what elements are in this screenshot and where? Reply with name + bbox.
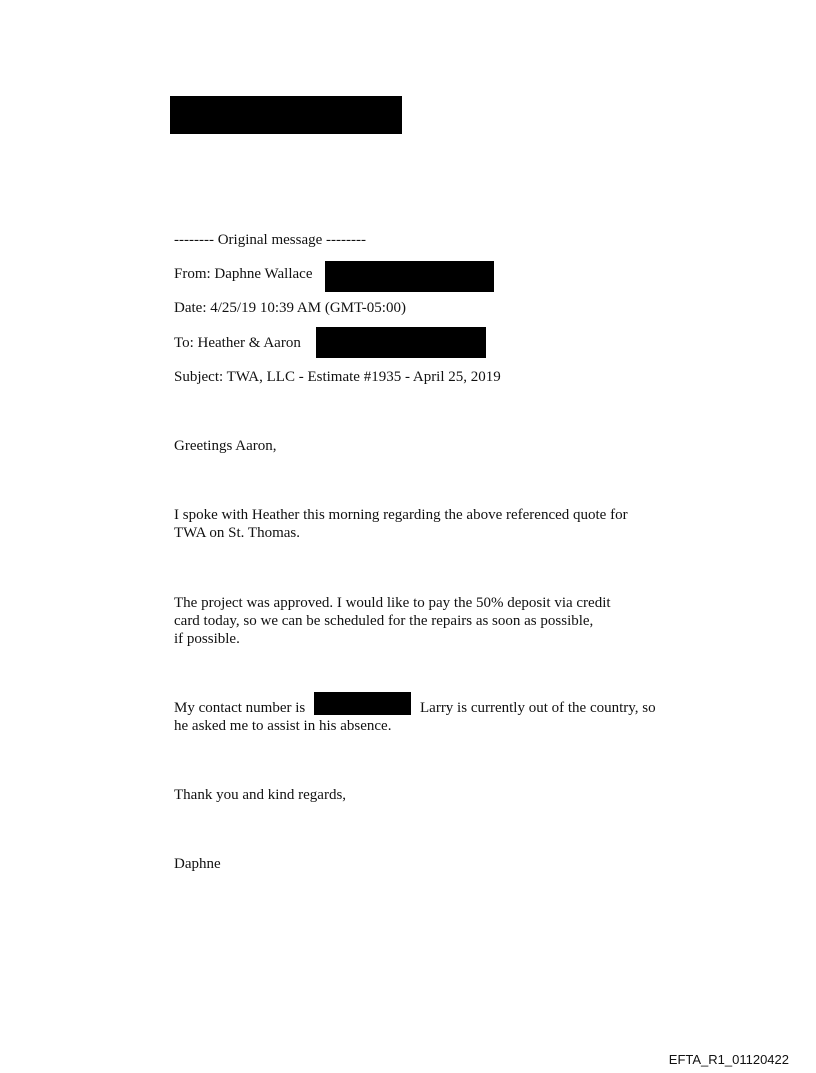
paragraph-3-line-2: he asked me to assist in his absence.: [174, 718, 392, 734]
to-line: To: Heather & Aaron: [174, 335, 301, 351]
document-id: EFTA_R1_01120422: [668, 1052, 789, 1067]
closing: Thank you and kind regards,: [174, 787, 347, 803]
paragraph-2-line-1: The project was approved. I would like to pay the 50% deposit via credit: [174, 595, 611, 611]
original-message-separator: -------- Original message --------: [174, 232, 366, 248]
paragraph-2-line-3: if possible.: [174, 631, 240, 647]
subject-line: Subject: TWA, LLC - Estimate #1935 - April 25, 2019: [174, 369, 501, 385]
redaction-block-top: [170, 96, 402, 134]
paragraph-1-line-2: TWA on St. Thomas.: [174, 525, 300, 541]
date-line: Date: 4/25/19 10:39 AM (GMT-05:00): [174, 300, 406, 316]
signature: Daphne: [174, 856, 221, 872]
paragraph-3-line-1-end: Larry is currently out of the country, so: [420, 700, 656, 716]
greeting: Greetings Aaron,: [174, 438, 277, 454]
redaction-from-email: [325, 261, 494, 292]
redaction-contact-number: [314, 692, 411, 715]
paragraph-2-line-2: card today, so we can be scheduled for the repairs as soon as possible,: [174, 613, 594, 629]
paragraph-1-line-1: I spoke with Heather this morning regarding the above referenced quote for: [174, 507, 628, 523]
paragraph-3-line-1-start: My contact number is: [174, 700, 306, 716]
redaction-to-email: [316, 327, 486, 358]
from-line: From: Daphne Wallace: [174, 266, 313, 282]
